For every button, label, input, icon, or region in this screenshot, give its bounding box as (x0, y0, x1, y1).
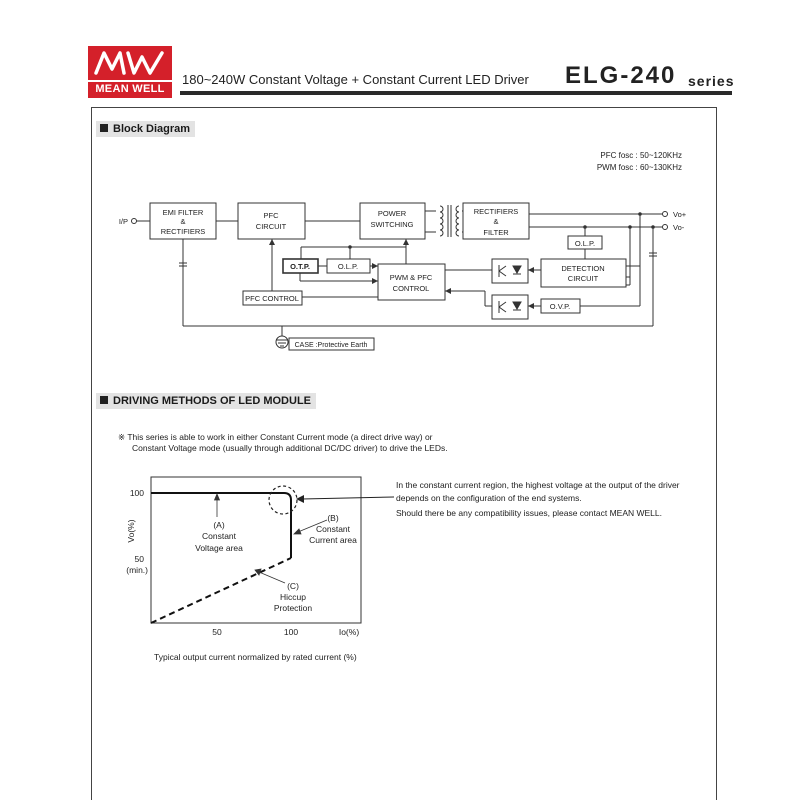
optocoupler-bottom-icon (492, 295, 528, 319)
note-line-1: ※ This series is able to work in either Constant Current mode (a direct drive way) or (118, 432, 433, 442)
region-b-label-2: Constant (315, 524, 351, 534)
side-text-3: Should there be any compatibility issues, please contact MEAN WELL. (396, 508, 662, 518)
pfc-circuit-block (238, 203, 305, 239)
block-diagram-heading-text: Block Diagram (113, 123, 191, 135)
region-c-label-2: Hiccup (280, 592, 306, 602)
detection-label-1: DETECTION (561, 264, 605, 273)
note-line-2: Constant Voltage mode (usually through additional DC/DC driver) to drive the LEDs. (132, 443, 448, 453)
region-a-label-1: (A) (213, 520, 225, 530)
pwm-pfc-control-block (378, 264, 445, 300)
output-minus-label: Vo- (673, 223, 685, 232)
olp-left-label: O.L.P. (337, 262, 359, 271)
transformer-icon (440, 205, 459, 237)
output-minus-terminal-icon (663, 225, 668, 230)
power-switching-label-1: POWER (377, 209, 407, 218)
detection-label-2: CIRCUIT (567, 274, 599, 283)
pfc-control-label: PFC CONTROL (245, 294, 299, 303)
region-c-label-3: Protection (273, 603, 313, 613)
region-a-label-2: Constant (201, 531, 237, 541)
region-a-arrow-icon (215, 494, 220, 500)
pfc-frequency: PFC fosc : 50~120KHz (600, 151, 682, 160)
bullet-square-icon (100, 396, 108, 404)
brand-name: MEAN WELL (88, 80, 172, 98)
driving-methods-heading (96, 393, 316, 409)
case-earth-label: CASE :Protective Earth (294, 342, 368, 349)
hiccup-protection-line (151, 558, 291, 623)
x-tick-50: 50 (212, 627, 222, 637)
region-b-label-1: (B) (327, 513, 339, 523)
series-model: ELG-240 (565, 62, 677, 89)
series-word: series (688, 73, 735, 89)
pfc-circuit-label-1: PFC (263, 211, 279, 220)
output-plus-terminal-icon (663, 212, 668, 217)
input-terminal-icon (132, 219, 137, 224)
document-subtitle: 180~240W Constant Voltage + Constant Current LED Driver (182, 72, 529, 87)
region-b-arrow-icon (294, 529, 301, 534)
chart-caption: Typical output current normalized by rated current (%) (154, 652, 357, 662)
rectifiers-filter-label-2: & (493, 217, 499, 226)
emi-filter-label-3: RECTIFIERS (160, 227, 206, 236)
pwm-frequency: PWM fosc : 60~130KHz (596, 163, 682, 172)
earth-ground-icon (276, 336, 288, 348)
ovp-label: O.V.P. (549, 302, 571, 311)
power-switching-label-2: SWITCHING (370, 220, 414, 229)
knee-highlight-circle (269, 486, 297, 514)
region-a-label-3: Voltage area (195, 543, 243, 553)
y-tick-50: 50 (134, 554, 144, 564)
y-min-label: (min.) (126, 565, 148, 575)
emi-filter-label-1: EMI FILTER (162, 208, 204, 217)
region-b-label-3: Current area (309, 535, 357, 545)
optocoupler-top-icon (492, 259, 528, 283)
pointer-arrow (302, 497, 394, 499)
y-axis-label: Vo(%) (126, 519, 136, 543)
y-tick-100: 100 (129, 488, 144, 498)
otp-label: O.T.P. (290, 262, 310, 271)
pfc-circuit-label-2: CIRCUIT (255, 222, 287, 231)
output-plus-label: Vo+ (673, 210, 687, 219)
region-c-label-1: (C) (287, 581, 299, 591)
rectifiers-filter-label-1: RECTIFIERS (473, 207, 519, 216)
side-text-2: depends on the configuration of the end systems. (396, 493, 582, 503)
driving-methods-heading-text: DRIVING METHODS OF LED MODULE (113, 395, 311, 407)
olp-right-label: O.L.P. (574, 239, 596, 248)
side-text-1: In the constant current region, the highest voltage at the output of the driver (396, 480, 680, 490)
rectifiers-filter-label-3: FILTER (483, 228, 509, 237)
x-tick-100: 100 (283, 627, 299, 637)
x-axis-label: Io(%) (338, 627, 360, 637)
pwm-pfc-label-1: PWM & PFC (389, 273, 433, 282)
driving-methods-chart (0, 460, 800, 680)
pwm-pfc-label-2: CONTROL (392, 284, 430, 293)
emi-filter-label-2: & (180, 217, 186, 226)
input-label: I/P (118, 217, 128, 226)
